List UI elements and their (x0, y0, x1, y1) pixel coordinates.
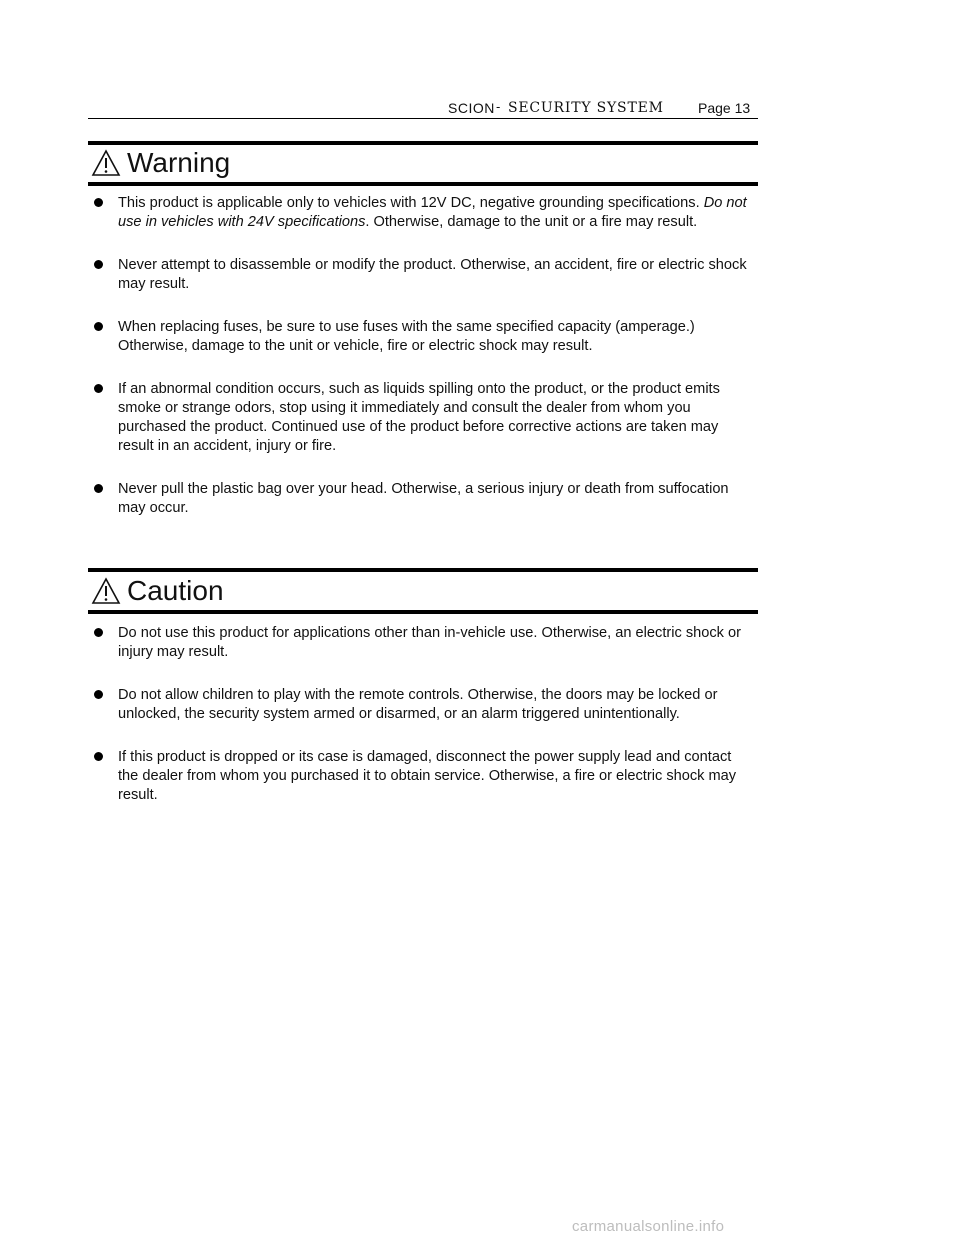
warning-item-2-text: Never attempt to disassemble or modify the product. Otherwise, an accident, fire or electric shock may result. (118, 257, 747, 292)
header-system-title: SECURITY SYSTEM (508, 100, 664, 116)
bullet-icon (94, 384, 103, 393)
bullet-icon (94, 260, 103, 269)
list-item (94, 480, 754, 518)
caution-list (94, 624, 754, 829)
page-number: Page 13 (698, 100, 751, 116)
header-brand: SCION (448, 100, 495, 116)
caution-item-2-text: Do not allow children to play with the remote controls. Otherwise, the doors may be locked or unlocked, the security system armed or disarmed, or an alarm triggered unintentionally. (118, 687, 718, 722)
warning-item-1-text: This product is applicable only to vehicles with 12V DC, negative grounding specifications. (118, 195, 704, 211)
list-item (94, 256, 754, 294)
warning-bottom-rule (88, 182, 758, 186)
bullet-icon (94, 690, 103, 699)
warning-item-4-text: If an abnormal condition occurs, such as liquids spilling onto the product, or the product emits smoke or strange odors, stop using it immediately and consult the dealer from whom you purchased the product. Continued use of the product before corrective actions are taken may result in an accident, injury or fire. (118, 381, 720, 454)
warning-heading (91, 144, 230, 182)
caution-bottom-rule (88, 610, 758, 614)
list-item (94, 194, 754, 232)
bullet-icon (94, 322, 103, 331)
list-item (94, 318, 754, 356)
list-item (94, 686, 754, 724)
caution-triangle-icon (91, 577, 121, 605)
caution-item-1-text: Do not use this product for applications other than in-vehicle use. Otherwise, an electric shock or injury may result. (118, 625, 741, 660)
caution-item-3-text: If this product is dropped or its case is damaged, disconnect the power supply lead and contact the dealer from whom you purchased it to obtain service. Otherwise, a fire or electric shock may result. (118, 749, 737, 803)
warning-item-5-text: Never pull the plastic bag over your head. Otherwise, a serious injury or death from suffocation may occur. (118, 481, 729, 516)
caution-title: Caution (127, 575, 224, 606)
bullet-icon (94, 628, 103, 637)
warning-title: Warning (127, 147, 231, 178)
header-separator: - (496, 99, 501, 114)
warning-list (94, 194, 754, 542)
watermark: carmanualsonline.info (572, 1218, 725, 1235)
bullet-icon (94, 198, 103, 207)
list-item (94, 748, 754, 805)
bullet-icon (94, 752, 103, 761)
warning-item-3-text: When replacing fuses, be sure to use fuses with the same specified capacity (amperage.) Otherwise, damage to the unit or vehicle, fire or electric shock may result. (118, 319, 695, 354)
warning-item-1-emphasis: Do not use in vehicles with 24V specifications (118, 195, 747, 230)
list-item (94, 380, 754, 456)
list-item (94, 624, 754, 662)
bullet-icon (94, 484, 103, 493)
warning-triangle-icon (91, 149, 121, 177)
header-rule (88, 118, 758, 119)
caution-heading (91, 572, 224, 610)
warning-item-1-text-end: . Otherwise, damage to the unit or a fire may result. (365, 214, 698, 230)
